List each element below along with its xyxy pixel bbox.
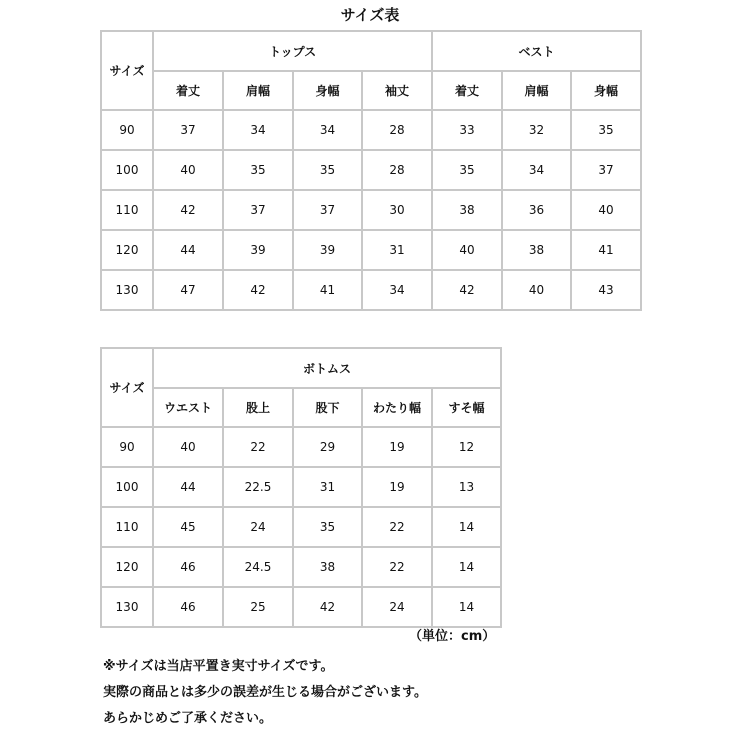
table-cell: 22.5 [223, 467, 293, 507]
note-line: ※サイズは当店平置き実寸サイズです。 [103, 659, 334, 674]
unit-label: （単位：cm） [409, 629, 496, 644]
table-cell: 46 [153, 587, 223, 627]
table-cell: 38 [432, 190, 502, 230]
table-cell: 14 [432, 587, 501, 627]
column-header: わたり幅 [362, 388, 432, 427]
table-cell: 14 [432, 507, 501, 547]
table-cell: 34 [223, 110, 293, 150]
table-cell: 25 [223, 587, 293, 627]
size-cell: 90 [101, 110, 153, 150]
column-header: 身幅 [571, 71, 641, 110]
table-cell: 31 [362, 230, 432, 270]
page-title: サイズ表 [340, 6, 400, 24]
table-cell: 34 [502, 150, 571, 190]
note-line: あらかじめご了承ください。 [103, 711, 273, 726]
size-cell: 110 [101, 190, 153, 230]
tops-size-table [100, 30, 642, 311]
group-header-vest: ベスト [432, 31, 641, 71]
column-header: 股上 [223, 388, 293, 427]
table-cell: 39 [223, 230, 293, 270]
column-header: 肩幅 [223, 71, 293, 110]
table-cell: 37 [571, 150, 641, 190]
table-cell: 40 [153, 150, 223, 190]
table-cell: 29 [293, 427, 362, 467]
table-row [101, 547, 501, 587]
size-cell: 100 [101, 150, 153, 190]
table-row [101, 427, 501, 467]
size-cell: 130 [101, 270, 153, 310]
table-cell: 34 [293, 110, 362, 150]
table-cell: 39 [293, 230, 362, 270]
table-cell: 19 [362, 467, 432, 507]
table-cell: 28 [362, 110, 432, 150]
table-cell: 46 [153, 547, 223, 587]
column-header: 着丈 [153, 71, 223, 110]
table-cell: 33 [432, 110, 502, 150]
table-cell: 37 [293, 190, 362, 230]
size-header: サイズ [101, 348, 153, 427]
size-cell: 90 [101, 427, 153, 467]
column-header: すそ幅 [432, 388, 501, 427]
table-row [101, 467, 501, 507]
bottoms-size-table [100, 347, 502, 628]
table-row [101, 587, 501, 627]
size-cell: 130 [101, 587, 153, 627]
size-cell: 120 [101, 547, 153, 587]
table-cell: 45 [153, 507, 223, 547]
table-row [101, 507, 501, 547]
table-cell: 12 [432, 427, 501, 467]
table-cell: 43 [571, 270, 641, 310]
table-cell: 31 [293, 467, 362, 507]
table-row [101, 270, 641, 310]
size-notes [103, 654, 427, 732]
table-cell: 35 [571, 110, 641, 150]
table-cell: 28 [362, 150, 432, 190]
table-row [101, 230, 641, 270]
table-cell: 47 [153, 270, 223, 310]
table-cell: 19 [362, 427, 432, 467]
table-cell: 22 [362, 547, 432, 587]
table-cell: 37 [223, 190, 293, 230]
table-cell: 22 [362, 507, 432, 547]
size-cell: 100 [101, 467, 153, 507]
size-cell: 120 [101, 230, 153, 270]
table-cell: 40 [571, 190, 641, 230]
table-cell: 42 [223, 270, 293, 310]
table-cell: 22 [223, 427, 293, 467]
table-cell: 40 [153, 427, 223, 467]
table-cell: 37 [153, 110, 223, 150]
column-header: 身幅 [293, 71, 362, 110]
table-cell: 13 [432, 467, 501, 507]
table-row [101, 150, 641, 190]
column-header: 肩幅 [502, 71, 571, 110]
table-cell: 38 [293, 547, 362, 587]
note-line: 実際の商品とは多少の誤差が生じる場合がございます。 [103, 685, 427, 700]
table-cell: 35 [432, 150, 502, 190]
table-cell: 35 [223, 150, 293, 190]
table-cell: 35 [293, 507, 362, 547]
size-header: サイズ [101, 31, 153, 110]
group-header-tops: トップス [153, 31, 432, 71]
group-header-bottoms: ボトムス [153, 348, 501, 388]
table-cell: 35 [293, 150, 362, 190]
table-cell: 42 [153, 190, 223, 230]
table-row [101, 110, 641, 150]
column-header: 着丈 [432, 71, 502, 110]
table-cell: 14 [432, 547, 501, 587]
table-cell: 38 [502, 230, 571, 270]
table-cell: 42 [293, 587, 362, 627]
column-header: 袖丈 [362, 71, 432, 110]
table-cell: 30 [362, 190, 432, 230]
column-header: ウエスト [153, 388, 223, 427]
table-cell: 44 [153, 230, 223, 270]
table-cell: 44 [153, 467, 223, 507]
table-cell: 41 [293, 270, 362, 310]
table-cell: 42 [432, 270, 502, 310]
table-cell: 24.5 [223, 547, 293, 587]
table-cell: 32 [502, 110, 571, 150]
table-cell: 40 [432, 230, 502, 270]
table-cell: 24 [223, 507, 293, 547]
column-header: 股下 [293, 388, 362, 427]
table-cell: 41 [571, 230, 641, 270]
table-cell: 34 [362, 270, 432, 310]
table-cell: 40 [502, 270, 571, 310]
table-cell: 24 [362, 587, 432, 627]
table-row [101, 190, 641, 230]
table-cell: 36 [502, 190, 571, 230]
size-cell: 110 [101, 507, 153, 547]
